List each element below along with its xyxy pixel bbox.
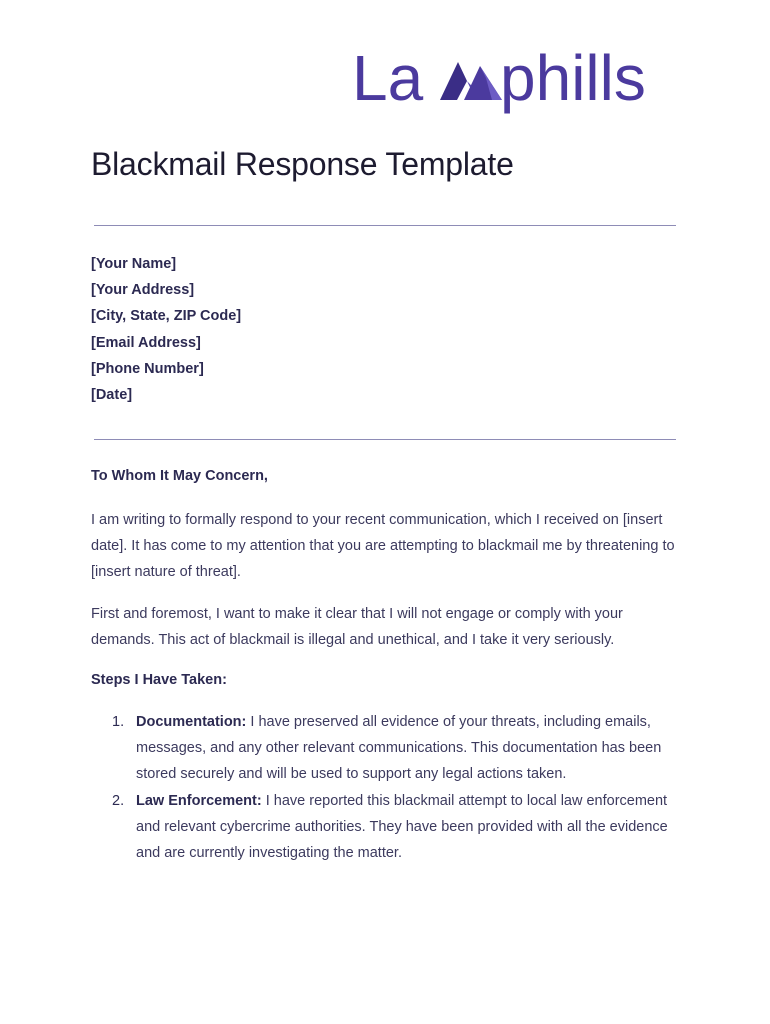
sender-address: [Your Address]	[91, 282, 195, 299]
step-item	[91, 788, 681, 867]
sender-email: [Email Address]	[91, 334, 201, 351]
sender-date: [Date]	[91, 386, 133, 403]
step-title: Law Enforcement:	[136, 792, 262, 809]
logo-mountain-icon	[440, 62, 502, 100]
step-title: Documentation:	[136, 714, 247, 730]
step-text: I have preserved all evidence of your threats, including emails, messages, and any other relevant communications. This documentation has been stored securely and will be used to support any legal actions taken.	[136, 714, 662, 783]
sender-city-state-zip: [City, State, ZIP Code]	[91, 308, 242, 325]
paragraph-intro: I am writing to formally respond to your recent communication, which I received on [insert date]. It has come to my attention that you are attempting to blackmail me by threatening to [insert nature of threat].	[91, 512, 675, 581]
steps-heading: Steps I Have Taken:	[91, 672, 227, 688]
logo-text-prefix: La	[352, 50, 424, 114]
sender-block	[91, 254, 241, 411]
step-number: 1.	[112, 714, 125, 730]
salutation: To Whom It May Concern,	[91, 468, 268, 484]
sender-name: [Your Name]	[91, 256, 177, 272]
logo-text-suffix: phills	[500, 50, 646, 114]
steps-list	[91, 709, 681, 866]
brand-logo	[352, 50, 682, 120]
step-item	[91, 709, 681, 788]
document-title: Blackmail Response Template	[91, 146, 514, 182]
step-text: I have reported this blackmail attempt to local law enforcement and relevant cybercrime authorities. They have been provided with all the evidence and are currently investigating the matter.	[136, 792, 668, 862]
paragraph-refusal: First and foremost, I want to make it clear that I will not engage or comply with your demands. This act of blackmail is illegal and unethical, and I take it very seriously.	[91, 606, 623, 649]
divider-top	[94, 225, 676, 226]
sender-phone: [Phone Number]	[91, 360, 204, 377]
divider-bottom	[94, 439, 676, 440]
step-number: 2.	[112, 792, 125, 809]
